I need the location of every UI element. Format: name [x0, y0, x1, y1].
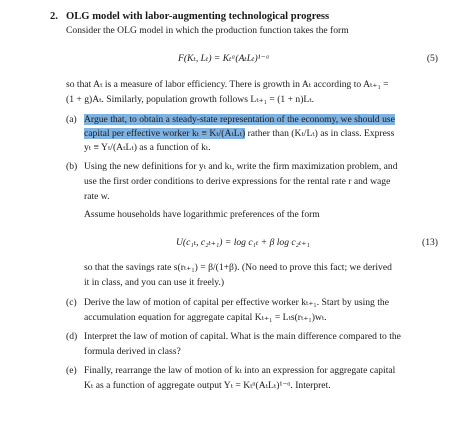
savings-rate-line2: it in class, and you can use it freely.): [84, 277, 225, 288]
growth-text-line2: (1 + g)Aₜ. Similarly, population growth follows Lₜ₊₁ = (1 + n)Lₜ.: [66, 94, 315, 105]
savings-rate-line1: so that the savings rate s(rₜ₊₁) = β/(1+β). (No need to prove this fact; we derived: [84, 262, 392, 273]
item-a-line2: [84, 127, 394, 140]
item-b-line4: Assume households have logarithmic preferences of the form: [84, 209, 320, 220]
intro-text: Consider the OLG model in which the production function takes the form: [66, 25, 349, 36]
item-c-line2: accumulation equation for aggregate capital Kₜ₊₁ = Lₜs(rₜ₊₁)wₜ.: [84, 312, 327, 323]
item-d-label: (d): [66, 331, 78, 342]
item-c-line1: Derive the law of motion of capital per effective worker kₜ₊₁. Start by using the: [84, 297, 389, 308]
item-c-label: (c): [66, 297, 77, 308]
item-b-label: (b): [66, 161, 78, 172]
item-a-line2-rest: rather than (Kₜ/Lₜ) as in class. Express: [245, 128, 395, 139]
item-e-line1: Finally, rearrange the law of motion of kₜ into an expression for aggregate capital: [84, 365, 396, 376]
item-a-line3: yₜ ≡ Yₜ/(AₜLₜ) as a function of kₜ.: [84, 142, 211, 153]
item-d-line1: Interpret the law of motion of capital. What is the main difference compared to the: [84, 331, 401, 342]
item-e-line2: Kₜ as a function of aggregate output Yₜ = Kₜᵅ(AₜLₜ)¹⁻ᵅ. Interpret.: [84, 380, 331, 391]
item-b-line3: rate w.: [84, 191, 110, 202]
item-a-highlight-line2: capital per effective worker kₜ ≡ Kₜ/(AₜLₜ): [84, 128, 246, 139]
section-title: OLG model with labor-augmenting technological progress: [66, 11, 330, 22]
equation-number-13: (13): [422, 237, 438, 248]
item-d-line2: formula derived in class?: [84, 346, 181, 357]
item-b-line1: Using the new definitions for yₜ and kₜ, write the firm maximization problem, and: [84, 161, 398, 172]
item-b-line2: use the first order conditions to derive expressions for the rental rate r and wage: [84, 176, 391, 187]
item-a-highlight-line1: Argue that, to obtain a steady-state representation of the economy, we should use: [84, 114, 395, 125]
production-function-equation: F(Kₜ, Lₜ) = Kₜᵅ(AₜLₜ)¹⁻ᵅ: [178, 53, 270, 64]
item-e-label: (e): [66, 365, 77, 376]
item-a-label: (a): [66, 114, 77, 125]
growth-text-line1: so that Aₜ is a measure of labor efficiency. There is growth in Aₜ according to Aₜ₊₁ =: [66, 79, 389, 90]
equation-number-5: (5): [426, 53, 438, 64]
item-a-line1: [84, 113, 395, 126]
section-number: 2.: [50, 11, 58, 22]
utility-equation: U(c₁ₜ, c₂ₜ₊₁) = log c₁ₜ + β log c₂ₜ₊₁: [176, 237, 310, 248]
